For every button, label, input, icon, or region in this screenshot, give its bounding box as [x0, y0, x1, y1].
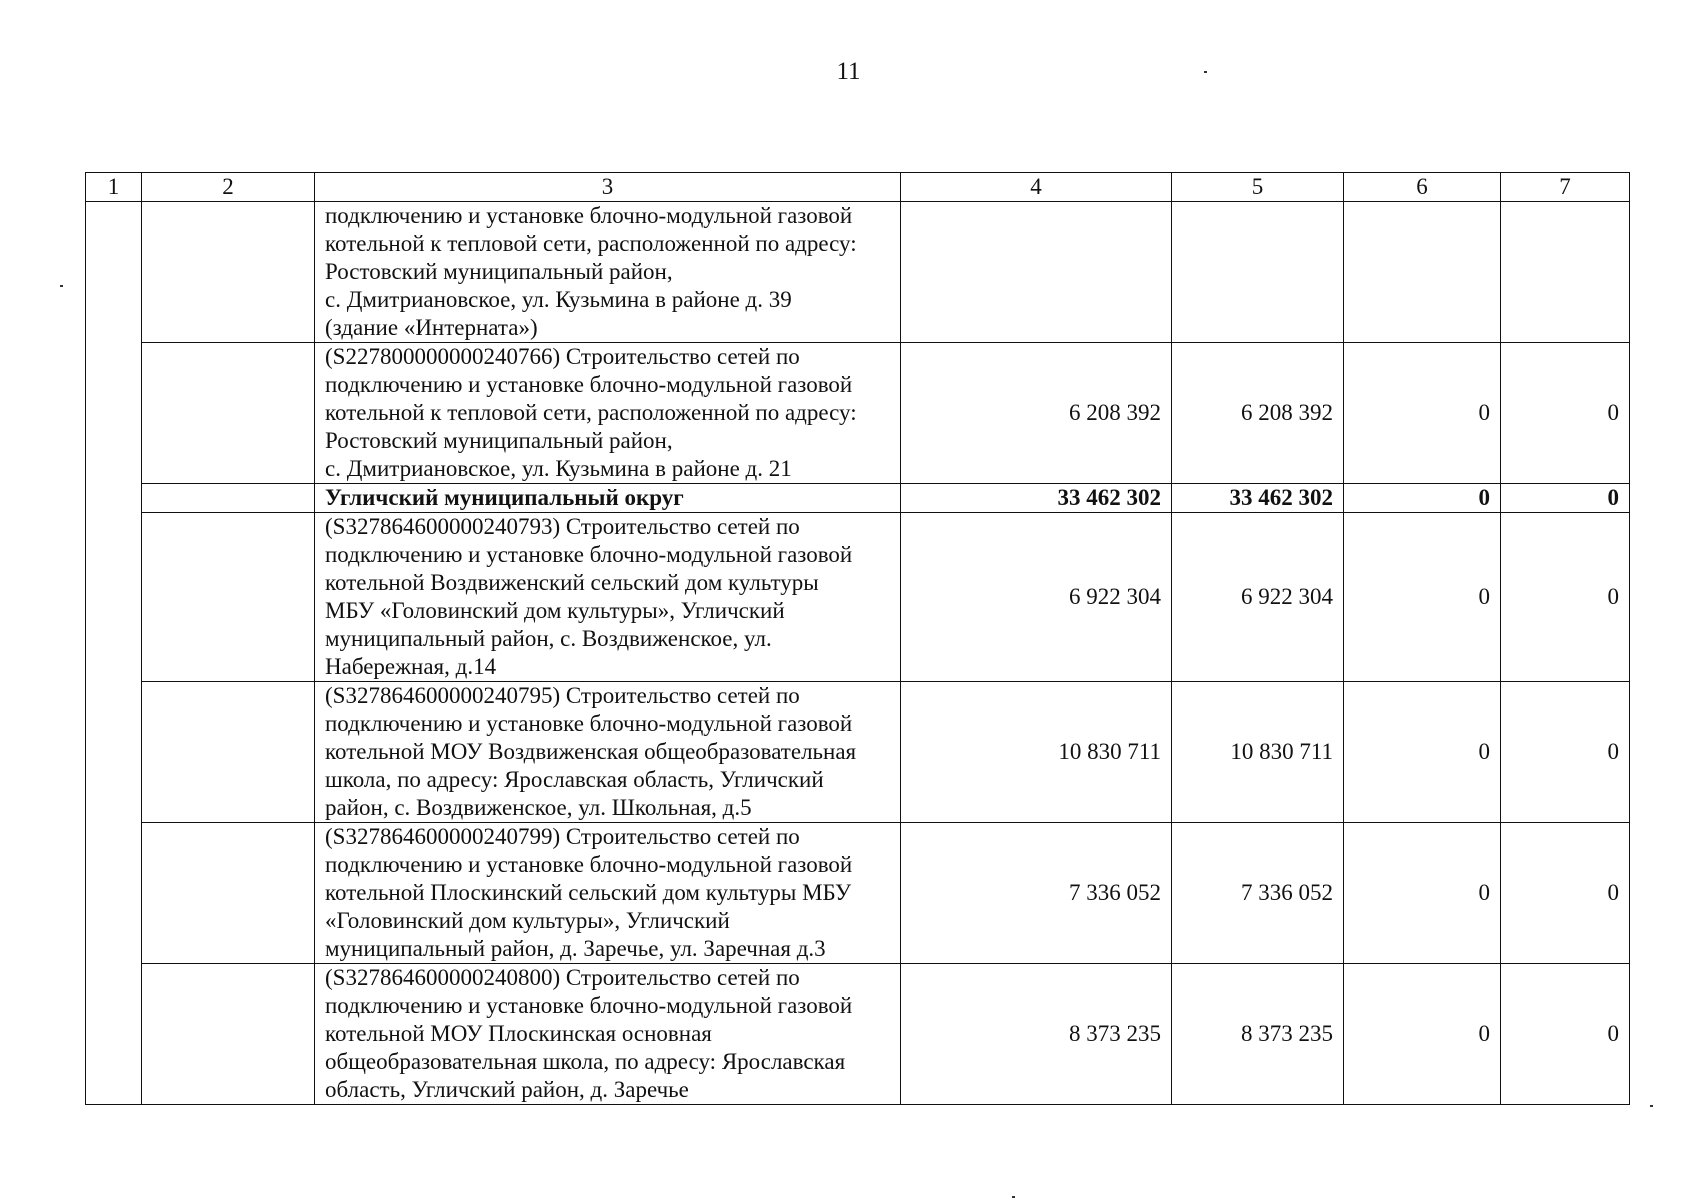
description-line: район, с. Воздвиженское, ул. Школьная, д.5 — [325, 795, 752, 820]
description-line: общеобразовательная школа, по адресу: Ярославская — [325, 1049, 846, 1074]
description-cell — [315, 823, 901, 964]
description-line: Ростовский муниципальный район, — [325, 428, 673, 453]
description-line: котельной МОУ Плоскинская основная — [325, 1021, 712, 1046]
column-number-1: 1 — [86, 173, 142, 202]
column-number-2: 2 — [142, 173, 315, 202]
value-col-6: 0 — [1344, 964, 1501, 1105]
table-row — [86, 964, 1630, 1105]
value-col-5: 6 922 304 — [1172, 513, 1344, 682]
column-number-5: 5 — [1172, 173, 1344, 202]
value-col-6: 0 — [1344, 343, 1501, 484]
value-col-6: 0 — [1344, 823, 1501, 964]
description-line: котельной МОУ Воздвиженская общеобразовательная — [325, 739, 857, 764]
value-col-6 — [1344, 202, 1501, 343]
table-row — [86, 682, 1630, 823]
table-row — [86, 202, 1630, 343]
description-line: «Головинский дом культуры», Угличский — [325, 908, 730, 933]
district-name: Угличский муниципальный округ — [315, 484, 901, 513]
value-col-5 — [1172, 202, 1344, 343]
description-line: школа, по адресу: Ярославская область, Угличский — [325, 767, 824, 792]
description-line: котельной Плоскинский сельский дом культуры МБУ — [325, 880, 852, 905]
description-line: подключению и установке блочно-модульной газовой — [325, 203, 853, 228]
value-col-4 — [901, 202, 1172, 343]
scan-speck — [1204, 71, 1207, 73]
value-col-4: 7 336 052 — [901, 823, 1172, 964]
description-line: подключению и установке блочно-модульной газовой — [325, 542, 853, 567]
column-2-cell — [142, 343, 315, 484]
column-number-3: 3 — [315, 173, 901, 202]
value-col-4: 10 830 711 — [901, 682, 1172, 823]
table-row — [86, 823, 1630, 964]
value-col-7: 0 — [1501, 964, 1630, 1105]
description-line: МБУ «Головинский дом культуры», Угличский — [325, 598, 785, 623]
header-row — [86, 173, 1630, 202]
description-cell — [315, 964, 901, 1105]
description-line: область, Угличский район, д. Заречье — [325, 1077, 689, 1102]
scan-speck — [1012, 1196, 1015, 1198]
table-row — [86, 513, 1630, 682]
description-line: подключению и установке блочно-модульной газовой — [325, 711, 853, 736]
description-line: подключению и установке блочно-модульной газовой — [325, 372, 853, 397]
description-line: (S227800000000240766) Строительство сетей по — [325, 344, 800, 369]
value-col-5: 6 208 392 — [1172, 343, 1344, 484]
subtotal-col-4: 33 462 302 — [901, 484, 1172, 513]
value-col-6: 0 — [1344, 513, 1501, 682]
value-col-4: 6 922 304 — [901, 513, 1172, 682]
description-line: с. Дмитриановское, ул. Кузьмина в районе д. 39 — [325, 287, 792, 312]
column-number-4: 4 — [901, 173, 1172, 202]
subtotal-col-5: 33 462 302 — [1172, 484, 1344, 513]
description-line: Набережная, д.14 — [325, 654, 497, 679]
column-number-6: 6 — [1344, 173, 1501, 202]
description-line: (S327864600000240800) Строительство сетей по — [325, 965, 800, 990]
description-line: Ростовский муниципальный район, — [325, 259, 673, 284]
description-cell — [315, 682, 901, 823]
column-2-cell — [142, 484, 315, 513]
description-line: муниципальный район, с. Воздвиженское, ул. — [325, 626, 772, 651]
description-line: подключению и установке блочно-модульной газовой — [325, 993, 853, 1018]
value-col-5: 8 373 235 — [1172, 964, 1344, 1105]
scan-speck — [60, 285, 63, 287]
column-2-cell — [142, 682, 315, 823]
scan-speck — [1650, 1105, 1653, 1107]
value-col-7: 0 — [1501, 513, 1630, 682]
budget-table — [85, 172, 1630, 1105]
subtotal-col-6: 0 — [1344, 484, 1501, 513]
column-2-cell — [142, 964, 315, 1105]
description-line: муниципальный район, д. Заречье, ул. Заречная д.3 — [325, 936, 826, 961]
description-cell — [315, 202, 901, 343]
value-col-7: 0 — [1501, 343, 1630, 484]
subtotal-col-7: 0 — [1501, 484, 1630, 513]
description-line: котельной к тепловой сети, расположенной по адресу: — [325, 231, 857, 256]
value-col-6: 0 — [1344, 682, 1501, 823]
value-col-4: 6 208 392 — [901, 343, 1172, 484]
description-line: котельной Воздвиженский сельский дом культуры — [325, 570, 819, 595]
page-number: 11 — [836, 58, 861, 85]
description-cell — [315, 513, 901, 682]
value-col-7: 0 — [1501, 823, 1630, 964]
description-line: (S327864600000240799) Строительство сетей по — [325, 824, 800, 849]
description-line: с. Дмитриановское, ул. Кузьмина в районе д. 21 — [325, 456, 792, 481]
column-2-cell — [142, 513, 315, 682]
description-cell — [315, 343, 901, 484]
column-number-7: 7 — [1501, 173, 1630, 202]
description-line: (S327864600000240793) Строительство сетей по — [325, 514, 800, 539]
subtotal-row — [86, 484, 1630, 513]
value-col-5: 10 830 711 — [1172, 682, 1344, 823]
table-row — [86, 343, 1630, 484]
column-2-cell — [142, 202, 315, 343]
description-line: (здание «Интерната») — [325, 315, 538, 340]
value-col-4: 8 373 235 — [901, 964, 1172, 1105]
value-col-7: 0 — [1501, 682, 1630, 823]
value-col-7 — [1501, 202, 1630, 343]
column-2-cell — [142, 823, 315, 964]
column-1-cell — [86, 202, 142, 1105]
value-col-5: 7 336 052 — [1172, 823, 1344, 964]
description-line: котельной к тепловой сети, расположенной по адресу: — [325, 400, 857, 425]
description-line: подключению и установке блочно-модульной газовой — [325, 852, 853, 877]
description-line: (S327864600000240795) Строительство сетей по — [325, 683, 800, 708]
